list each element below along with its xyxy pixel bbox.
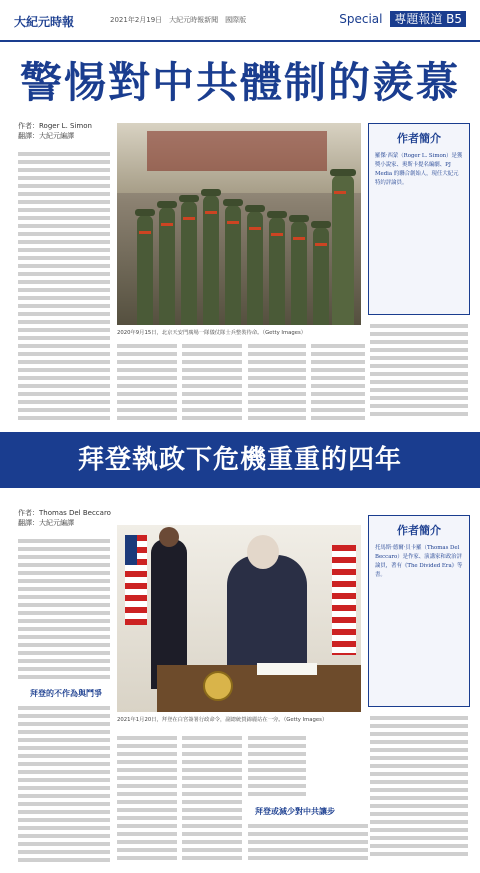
- article1-translator: 翻譯：大紀元編譯: [18, 132, 74, 140]
- article2-photo-caption: 2021年1月20日，拜登在白宮簽署行政命令，副總統賀錦麗站在一旁。（Getty Images）: [117, 717, 328, 723]
- article1-photo-caption: 2020年9月15日，北京天安門廣場一隊儀仗隊士兵整裝待命。（Getty Images）: [117, 330, 307, 336]
- masthead: [0, 0, 480, 42]
- article1-author-box-title: 作者簡介: [397, 132, 441, 145]
- article1-column-2: [117, 340, 177, 428]
- article2-subhead-2: 拜登或減少對中共讓步: [255, 807, 335, 816]
- article2-byline: [18, 508, 111, 528]
- section-special: Special: [339, 12, 383, 26]
- article1-column-4: [248, 340, 306, 428]
- article2-banner: [0, 432, 480, 488]
- section-label: [339, 10, 466, 27]
- article2-column-3: [182, 732, 242, 862]
- article1-headline: 警惕對中共體制的羨慕: [20, 58, 461, 107]
- section-tag: 專題報道 B5: [390, 11, 466, 27]
- article2-author: 作者：Thomas Del Beccaro: [18, 509, 111, 517]
- article1-column-6: [370, 320, 468, 428]
- article2-column-4: [248, 732, 306, 802]
- article2-headline: 拜登執政下危機重重的四年: [77, 445, 402, 475]
- article1-column-5: [311, 340, 365, 428]
- article2-column-5: [248, 820, 368, 862]
- article2-column-2: [117, 732, 177, 862]
- article2-author-box: [368, 515, 470, 707]
- article1-column-3: [182, 340, 242, 428]
- article1-author-box: [368, 123, 470, 315]
- biden-signing-photo: [117, 525, 361, 712]
- article1-author: 作者：Roger L. Simon: [18, 122, 92, 130]
- article2-author-box-text: 托馬斯·德爾·貝卡羅（Thomas Del Beccaro）是作家、演講家和政治評論員，著有《The Divided Era》等書。: [375, 545, 463, 578]
- article1-byline: [18, 121, 92, 141]
- article1-column-1: [18, 148, 110, 428]
- masthead-dateline: 2021年2月19日 大紀元時報新聞 國際版: [110, 16, 247, 24]
- masthead-logo: 大紀元時報: [14, 15, 75, 29]
- article1-author-box-text: 羅傑·西蒙（Roger L. Simon）是獲獎小說家、奧斯卡提名編劇、PJ Media 的聯合創始人，現任大紀元特約評論員。: [375, 153, 463, 186]
- article2-subhead-1: 拜登的不作為與鬥爭: [30, 689, 102, 698]
- article2-author-box-title: 作者簡介: [397, 524, 441, 537]
- article2-column-1: [18, 535, 110, 680]
- article2-column-1b: [18, 702, 110, 862]
- honor-guard-photo: [117, 123, 361, 325]
- article2-translator: 翻譯：大紀元編譯: [18, 519, 74, 527]
- article2-column-6: [370, 712, 468, 862]
